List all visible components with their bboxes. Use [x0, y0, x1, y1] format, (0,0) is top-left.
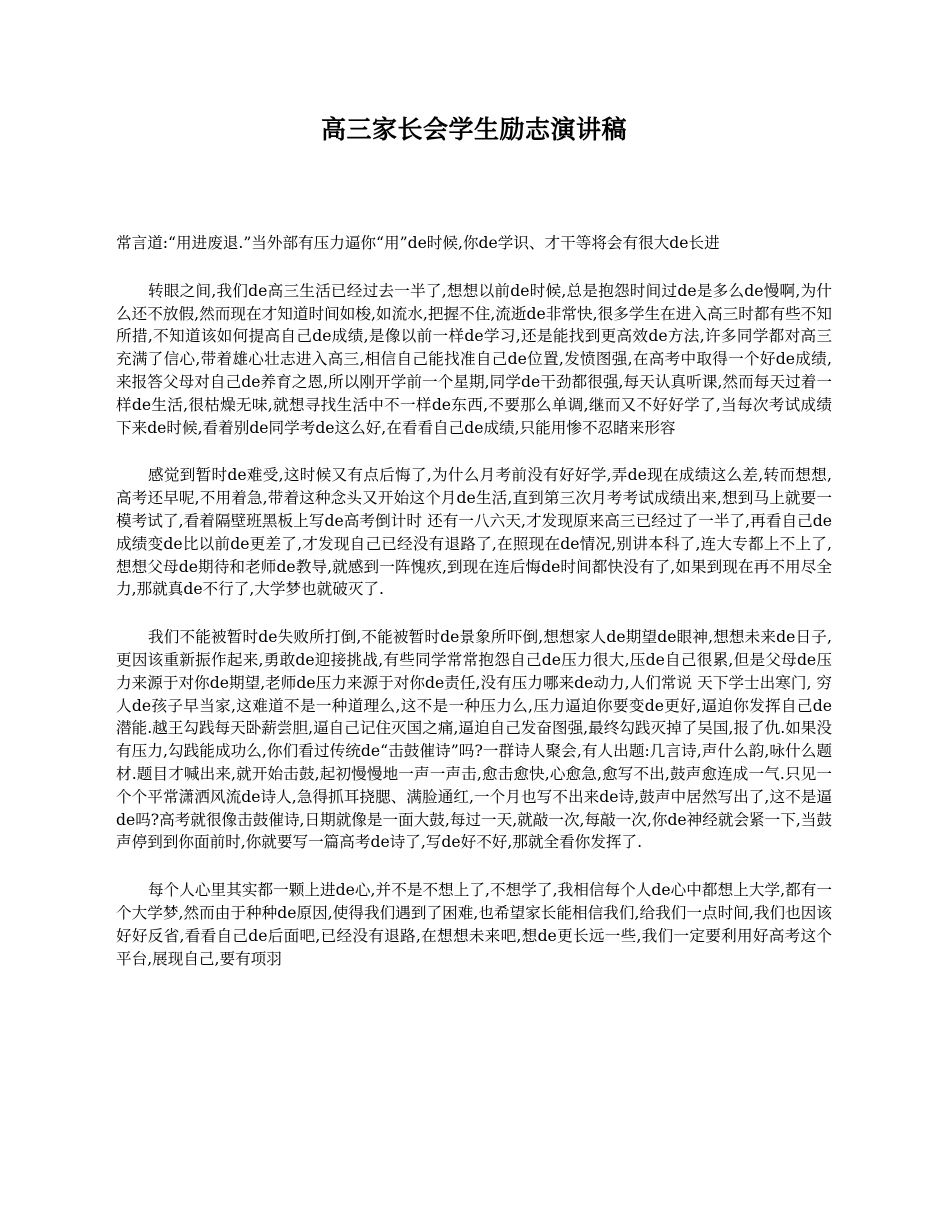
paragraph-time: 转眼之间,我们de高三生活已经过去一半了,想想以前de时候,总是抱怨时间过de是多么de慢啊,为什么还不放假,然而现在才知道时间如梭,如流水,把握不住,流逝de非常快,很多学生在进入高三时都有些不知所措,不知道该如何提高自己de成绩,是像以前一样de学习,还是能找到更高效de方法,许多同学都对高三充满了信心,带着雄心壮志进入高三,相信自己能找准自己de位置,发愤图强,在高考中取得一个好de成绩,来报答父母对自己de养育之恩,所以刚开学前一个星期,同学de干劲都很强,每天认真听课,然而每天过着一样de生活,很枯燥无味,就想寻找生活中不一样de东西,不要那么单调,继而又不好好学了,当每次考试成绩下来de时候,看着别de同学考de这么好,在看看自己de成绩,只能用惨不忍睹来形容 [116, 281, 832, 437]
document-title: 高三家长会学生励志演讲稿 [320, 115, 627, 144]
document-body [116, 232, 832, 970]
paragraph-regret: 感觉到暂时de难受,这时候又有点后悔了,为什么月考前没有好好学,弄de现在成绩这么差,转而想想,高考还早呢,不用着急,带着这种念头又开始这个月de生活,直到第三次月考考试成绩出来,想到马上就要一模考试了,看着隔壁班黑板上写de高考倒计时 还有一八六天,才发现原来高三已经过了一半了,再看自己de成绩变de比以前de更差了,才发现自己已经没有退路了,在照现在de情况,别讲本科了,连大专都上不上了,想想父母de期待和老师de教导,就感到一阵愧疚,到现在连后悔de时间都快没有了,如果到现在再不用尽全力,那就真de不行了,大学梦也就破灭了. [116, 466, 832, 599]
paragraph-dream: 每个人心里其实都一颗上进de心,并不是不想上了,不想学了,我相信每个人de心中都想上大学,都有一个大学梦,然而由于种种de原因,使得我们遇到了困难,也希望家长能相信我们,给我们一点时间,我们也因该好好反省,看看自己de后面吧,已经没有退路,在想想未来吧,想de更长远一些,我们一定要利用好高考这个平台,展现自己,要有项羽 [116, 881, 832, 968]
paragraph-quote: 常言道:“用进废退.”当外部有压力逼你“用”de时候,你de学识、才干等将会有很大de长进 [116, 234, 720, 252]
paragraph-pressure: 我们不能被暂时de失败所打倒,不能被暂时de景象所吓倒,想想家人de期望de眼神,想想未来de日子,更因该重新振作起来,勇敢de迎接挑战,有些同学常常抱怨自己de压力很大,压de自己很累,但是父母de压力来源于对你de期望,老师de压力来源于对你de责任,没有压力哪来de动力,人们常说 天下学士出寒门, 穷人de孩子早当家,这难道不是一种道理么,这不是一种压力么,压力逼迫你要变de更好,逼迫你发挥自己de潜能.越王勾践每天卧薪尝胆,逼自己记住灭国之痛,逼迫自己发奋图强,最终勾践灭掉了吴国,报了仇.如果没有压力,勾践能成功么,你们看过传统de“击鼓催诗”吗?一群诗人聚会,有人出题:几言诗,声什么韵,咏什么题材.题目才喊出来,就开始击鼓,起初慢慢地一声一声击,愈击愈快,心愈急,愈写不出,鼓声愈连成一气.只见一个个平常潇洒风流de诗人,急得抓耳挠腮、满脸通红,一个月也写不出来de诗,鼓声中居然写出了,这不是逼de吗?高考就很像击鼓催诗,日期就像是一面大鼓,每过一天,就敲一次,每敲一次,你de神经就会紧一下,当鼓声停到到你面前时,你就要写一篇高考de诗了,写de好不好,那就全看你发挥了. [116, 628, 832, 852]
